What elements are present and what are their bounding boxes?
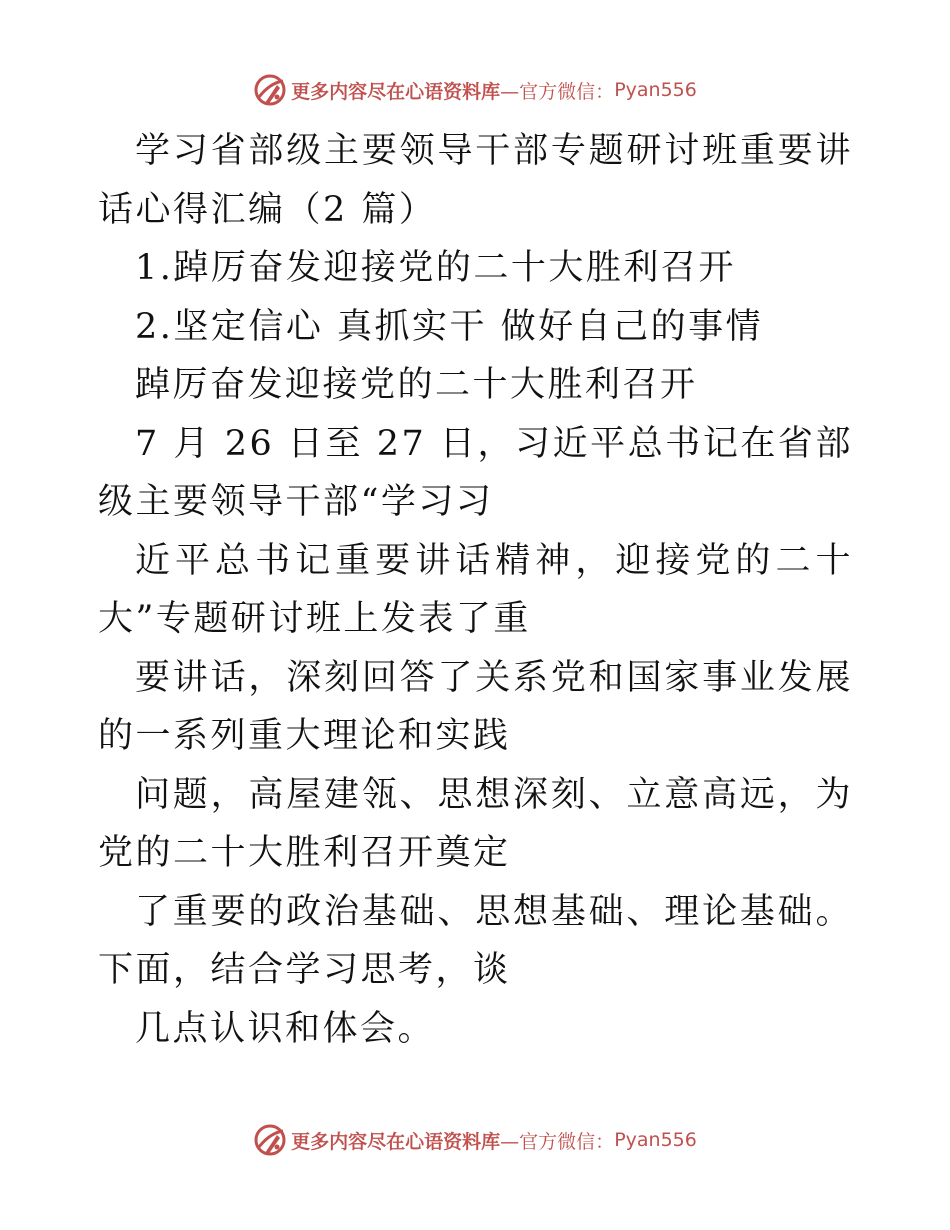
watermark-brand-text: 更多内容尽在心语资料库	[291, 1130, 501, 1153]
body-paragraph: 要讲话，深刻回答了关系党和国家事业发展的一系列重大理论和实践	[98, 657, 853, 756]
pen-logo-icon	[253, 73, 287, 107]
toc-item-2: 2.坚定信心 真抓实干 做好自己的事情	[135, 306, 764, 347]
document-body	[98, 122, 853, 1058]
body-paragraph: 7 月 26 日至 27 日，习近平总书记在省部级主要领导干部“学习习	[98, 423, 853, 522]
body-paragraph: 了重要的政治基础、思想基础、理论基础。下面，结合学习思考，谈	[98, 891, 853, 990]
pen-logo-icon	[253, 1123, 287, 1157]
body-paragraph: 问题，高屋建瓴、思想深刻、立意高远，为党的二十大胜利召开奠定	[98, 774, 853, 873]
watermark-separator-text: —官方微信：	[500, 80, 615, 103]
body-paragraph: 几点认识和体会。	[135, 1008, 436, 1049]
doc-title: 学习省部级主要领导干部专题研讨班重要讲话心得汇编（2 篇）	[98, 131, 853, 230]
watermark-wechat-id: Pyan556	[614, 79, 697, 101]
watermark-brand-text: 更多内容尽在心语资料库	[291, 80, 501, 103]
watermark-wechat-id: Pyan556	[614, 1129, 697, 1151]
watermark-separator-text: —官方微信：	[500, 1130, 615, 1153]
body-paragraph: 近平总书记重要讲话精神，迎接党的二十大”专题研讨班上发表了重	[98, 540, 853, 639]
footer-watermark	[0, 1120, 950, 1160]
toc-item-1: 1.踔厉奋发迎接党的二十大胜利召开	[135, 248, 736, 288]
header-watermark	[0, 70, 950, 110]
section-title: 踔厉奋发迎接党的二十大胜利召开	[135, 365, 698, 405]
